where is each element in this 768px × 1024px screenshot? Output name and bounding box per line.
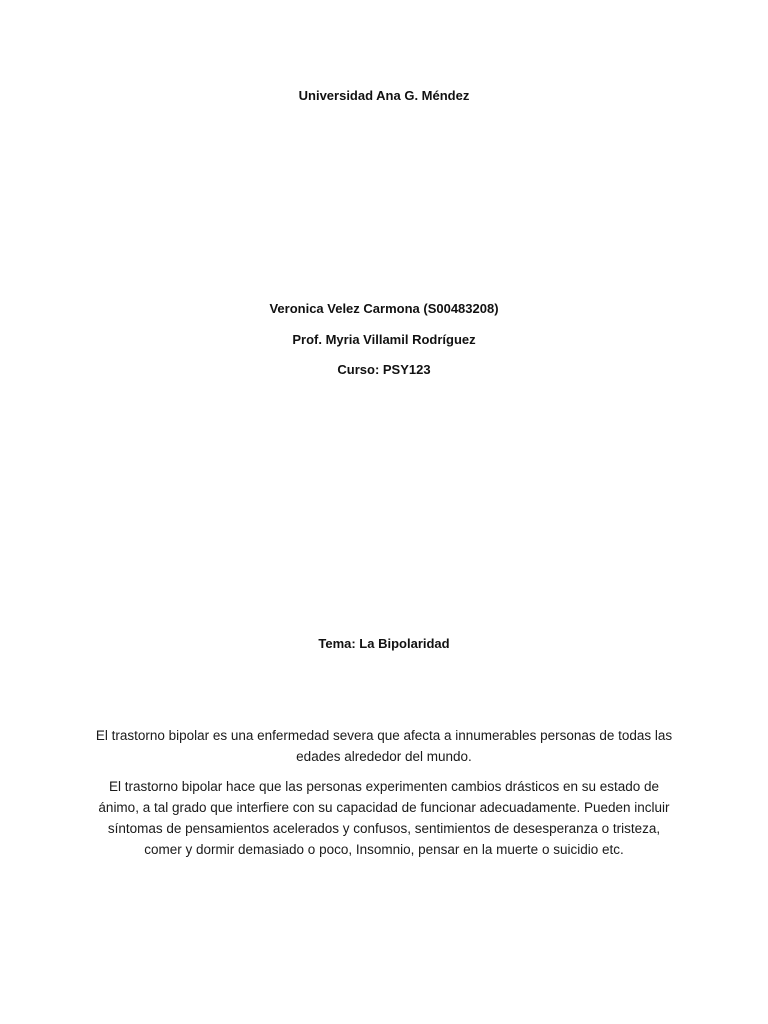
course-code: Curso: PSY123 bbox=[337, 362, 431, 377]
student-name: Veronica Velez Carmona (S00483208) bbox=[269, 301, 499, 316]
paragraph-intro: El trastorno bipolar es una enfermedad severa que afecta a innumerables personas de todas las edades alrededor del mundo. bbox=[95, 728, 673, 764]
paragraph-symptoms: El trastorno bipolar hace que las personas experimenten cambios drásticos en su estado de ánimo, a tal grado que interfiere con su capacidad de funcionar adecuadamente. Pueden incluir síntomas de pensamientos acelerados y confusos, sentimientos de desesperanza o tristeza, comer y dormir demasiado o poco, Insomnio, pensar en la muerte o suicidio etc. bbox=[98, 779, 670, 857]
university-title: Universidad Ana G. Méndez bbox=[298, 88, 470, 103]
topic-title: Tema: La Bipolaridad bbox=[318, 636, 450, 651]
professor-name: Prof. Myria Villamil Rodríguez bbox=[292, 332, 476, 347]
